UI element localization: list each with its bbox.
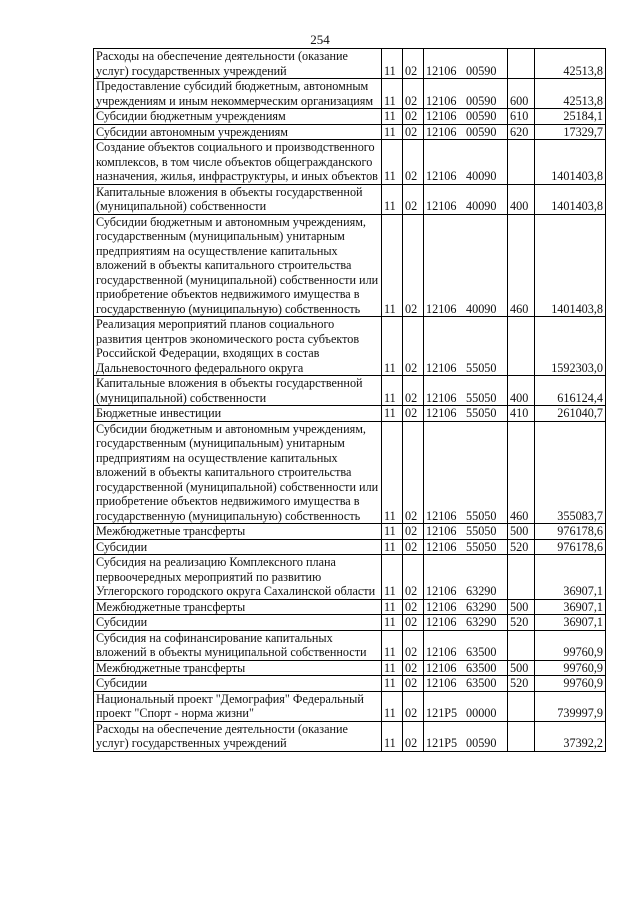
table-row bbox=[94, 421, 606, 524]
section-code-cell: 11 bbox=[382, 615, 403, 631]
expense-type-cell bbox=[508, 555, 535, 600]
amount-cell: 1401403,8 bbox=[535, 214, 606, 317]
target-article-direction-code: 40090 bbox=[466, 169, 497, 183]
section-code-cell: 11 bbox=[382, 676, 403, 692]
target-article-program-code: 121P5 bbox=[426, 736, 458, 750]
amount-cell: 99760,9 bbox=[535, 660, 606, 676]
target-article-direction-code: 00590 bbox=[466, 109, 497, 123]
expense-type-cell: 500 bbox=[508, 524, 535, 540]
table-row bbox=[94, 184, 606, 214]
amount-cell: 42513,8 bbox=[535, 49, 606, 79]
table-row bbox=[94, 599, 606, 615]
expense-type-cell: 400 bbox=[508, 376, 535, 406]
subsection-code-cell: 02 bbox=[403, 691, 424, 721]
expense-type-cell bbox=[508, 721, 535, 751]
section-code-cell: 11 bbox=[382, 214, 403, 317]
expense-type-cell bbox=[508, 317, 535, 376]
amount-cell: 976178,6 bbox=[535, 539, 606, 555]
section-code-cell: 11 bbox=[382, 376, 403, 406]
expense-name-cell: Субсидии bbox=[94, 539, 382, 555]
expense-name-cell: Предоставление субсидий бюджетным, автономным учреждениям и иным некоммерческим организациям bbox=[94, 79, 382, 109]
section-code-cell: 11 bbox=[382, 721, 403, 751]
target-article-program-code: 12106 bbox=[426, 109, 457, 123]
expense-type-cell: 410 bbox=[508, 406, 535, 422]
expense-name-cell: Расходы на обеспечение деятельности (оказание услуг) государственных учреждений bbox=[94, 721, 382, 751]
target-article-program-code: 12106 bbox=[426, 508, 457, 523]
target-article-program-code: 12106 bbox=[426, 301, 457, 316]
amount-cell: 99760,9 bbox=[535, 630, 606, 660]
table-row bbox=[94, 630, 606, 660]
expense-name-cell: Субсидии автономным учреждениям bbox=[94, 124, 382, 140]
expense-name-cell: Реализация мероприятий планов социального развития центров экономического роста субъектов Российской Федерации, входящих в состав Дальневосточного федерального округа bbox=[94, 317, 382, 376]
expense-type-cell: 620 bbox=[508, 124, 535, 140]
expense-name-cell: Межбюджетные трансферты bbox=[94, 524, 382, 540]
expense-type-cell: 520 bbox=[508, 615, 535, 631]
amount-cell: 261040,7 bbox=[535, 406, 606, 422]
target-article-direction-code: 63290 bbox=[466, 584, 497, 598]
section-code-cell: 11 bbox=[382, 630, 403, 660]
target-article-cell bbox=[424, 49, 508, 79]
section-code-cell: 11 bbox=[382, 317, 403, 376]
amount-cell: 17329,7 bbox=[535, 124, 606, 140]
target-article-cell bbox=[424, 524, 508, 540]
target-article-cell bbox=[424, 317, 508, 376]
section-code-cell: 11 bbox=[382, 599, 403, 615]
expense-type-cell: 400 bbox=[508, 184, 535, 214]
table-row bbox=[94, 691, 606, 721]
expense-type-cell bbox=[508, 140, 535, 185]
expense-name-cell: Бюджетные инвестиции bbox=[94, 406, 382, 422]
section-code-cell: 11 bbox=[382, 79, 403, 109]
section-code-cell: 11 bbox=[382, 109, 403, 125]
target-article-cell bbox=[424, 555, 508, 600]
budget-table bbox=[93, 48, 606, 752]
expense-type-cell bbox=[508, 691, 535, 721]
target-article-direction-code: 55050 bbox=[466, 390, 497, 405]
target-article-direction-code: 63290 bbox=[466, 599, 497, 614]
target-article-program-code: 12106 bbox=[426, 406, 457, 420]
target-article-cell bbox=[424, 691, 508, 721]
table-row bbox=[94, 660, 606, 676]
table-row bbox=[94, 49, 606, 79]
target-article-program-code: 12106 bbox=[426, 360, 457, 375]
target-article-cell bbox=[424, 676, 508, 692]
target-article-direction-code: 40090 bbox=[466, 199, 497, 213]
target-article-program-code: 12106 bbox=[426, 615, 457, 629]
expense-type-cell: 520 bbox=[508, 676, 535, 692]
section-code-cell: 11 bbox=[382, 555, 403, 600]
expense-name-cell: Межбюджетные трансферты bbox=[94, 599, 382, 615]
section-code-cell: 11 bbox=[382, 406, 403, 422]
target-article-program-code: 12106 bbox=[426, 169, 457, 183]
section-code-cell: 11 bbox=[382, 691, 403, 721]
table-row bbox=[94, 539, 606, 555]
amount-cell: 976178,6 bbox=[535, 524, 606, 540]
target-article-program-code: 12106 bbox=[426, 676, 457, 690]
subsection-code-cell: 02 bbox=[403, 721, 424, 751]
amount-cell: 25184,1 bbox=[535, 109, 606, 125]
subsection-code-cell: 02 bbox=[403, 49, 424, 79]
target-article-direction-code: 55050 bbox=[466, 539, 497, 554]
target-article-program-code: 12106 bbox=[426, 63, 457, 78]
expense-type-cell bbox=[508, 630, 535, 660]
target-article-direction-code: 00590 bbox=[466, 124, 497, 139]
section-code-cell: 11 bbox=[382, 49, 403, 79]
target-article-cell bbox=[424, 406, 508, 422]
target-article-cell bbox=[424, 184, 508, 214]
target-article-direction-code: 40090 bbox=[466, 301, 497, 316]
target-article-direction-code: 55050 bbox=[466, 406, 497, 420]
target-article-cell bbox=[424, 721, 508, 751]
target-article-cell bbox=[424, 660, 508, 676]
amount-cell: 36907,1 bbox=[535, 599, 606, 615]
target-article-direction-code: 00590 bbox=[466, 63, 497, 78]
expense-name-cell: Субсидия на реализацию Комплексного плана первоочередных мероприятий по развитию Углегорского городского округа Сахалинской области bbox=[94, 555, 382, 600]
target-article-direction-code: 63500 bbox=[466, 660, 497, 675]
table-row bbox=[94, 524, 606, 540]
expense-type-cell: 610 bbox=[508, 109, 535, 125]
subsection-code-cell: 02 bbox=[403, 630, 424, 660]
budget-table-body bbox=[94, 49, 606, 752]
amount-cell: 616124,4 bbox=[535, 376, 606, 406]
expense-name-cell: Субсидии бюджетным и автономным учреждениям, государственным (муниципальным) унитарным предприятиям на осуществление капитальных вложений в объекты капитального строительства государственной (муниципальной) собственности или приобретение объектов недвижимого имущества в государственную (муниципальную) собственность bbox=[94, 214, 382, 317]
expense-name-cell: Субсидии бюджетным и автономным учреждениям, государственным (муниципальным) унитарным предприятиям на осуществление капитальных вложений в объекты капитального строительства государственной (муниципальной) собственности или приобретение объектов недвижимого имущества в государственную (муниципальную) собственность bbox=[94, 421, 382, 524]
target-article-cell bbox=[424, 79, 508, 109]
target-article-direction-code: 55050 bbox=[466, 508, 497, 523]
subsection-code-cell: 02 bbox=[403, 539, 424, 555]
expense-name-cell: Капитальные вложения в объекты государственной (муниципальной) собственности bbox=[94, 376, 382, 406]
target-article-program-code: 12106 bbox=[426, 124, 457, 139]
target-article-cell bbox=[424, 599, 508, 615]
amount-cell: 355083,7 bbox=[535, 421, 606, 524]
target-article-cell bbox=[424, 109, 508, 125]
section-code-cell: 11 bbox=[382, 140, 403, 185]
table-row bbox=[94, 721, 606, 751]
target-article-cell bbox=[424, 630, 508, 660]
subsection-code-cell: 02 bbox=[403, 140, 424, 185]
expense-name-cell: Национальный проект "Демография" Федеральный проект "Спорт - норма жизни" bbox=[94, 691, 382, 721]
expense-name-cell: Расходы на обеспечение деятельности (оказание услуг) государственных учреждений bbox=[94, 49, 382, 79]
subsection-code-cell: 02 bbox=[403, 421, 424, 524]
expense-name-cell: Субсидии bbox=[94, 676, 382, 692]
target-article-cell bbox=[424, 124, 508, 140]
expense-name-cell: Создание объектов социального и производственного комплексов, в том числе объектов общегражданского назначения, жилья, инфраструктуры, и иных объектов bbox=[94, 140, 382, 185]
subsection-code-cell: 02 bbox=[403, 184, 424, 214]
expense-type-cell: 460 bbox=[508, 214, 535, 317]
expense-name-cell: Межбюджетные трансферты bbox=[94, 660, 382, 676]
expense-name-cell: Субсидии бюджетным учреждениям bbox=[94, 109, 382, 125]
target-article-cell bbox=[424, 421, 508, 524]
subsection-code-cell: 02 bbox=[403, 109, 424, 125]
table-row bbox=[94, 317, 606, 376]
subsection-code-cell: 02 bbox=[403, 124, 424, 140]
subsection-code-cell: 02 bbox=[403, 676, 424, 692]
table-row bbox=[94, 676, 606, 692]
target-article-direction-code: 00590 bbox=[466, 93, 497, 108]
amount-cell: 739997,9 bbox=[535, 691, 606, 721]
target-article-program-code: 121P5 bbox=[426, 706, 458, 720]
expense-type-cell bbox=[508, 49, 535, 79]
subsection-code-cell: 02 bbox=[403, 79, 424, 109]
subsection-code-cell: 02 bbox=[403, 214, 424, 317]
section-code-cell: 11 bbox=[382, 184, 403, 214]
target-article-direction-code: 00000 bbox=[466, 706, 497, 720]
subsection-code-cell: 02 bbox=[403, 555, 424, 600]
table-row bbox=[94, 615, 606, 631]
target-article-cell bbox=[424, 376, 508, 406]
expense-name-cell: Субсидия на софинансирование капитальных вложений в объекты муниципальной собственности bbox=[94, 630, 382, 660]
target-article-direction-code: 00590 bbox=[466, 736, 497, 750]
target-article-program-code: 12106 bbox=[426, 539, 457, 554]
expense-type-cell: 520 bbox=[508, 539, 535, 555]
amount-cell: 36907,1 bbox=[535, 615, 606, 631]
table-row bbox=[94, 79, 606, 109]
target-article-direction-code: 63290 bbox=[466, 615, 497, 629]
target-article-program-code: 12106 bbox=[426, 599, 457, 614]
amount-cell: 37392,2 bbox=[535, 721, 606, 751]
subsection-code-cell: 02 bbox=[403, 376, 424, 406]
section-code-cell: 11 bbox=[382, 421, 403, 524]
expense-type-cell: 500 bbox=[508, 599, 535, 615]
target-article-direction-code: 63500 bbox=[466, 645, 497, 659]
target-article-cell bbox=[424, 539, 508, 555]
section-code-cell: 11 bbox=[382, 524, 403, 540]
target-article-direction-code: 55050 bbox=[466, 524, 497, 538]
table-row bbox=[94, 140, 606, 185]
target-article-program-code: 12106 bbox=[426, 660, 457, 675]
table-row bbox=[94, 109, 606, 125]
amount-cell: 1592303,0 bbox=[535, 317, 606, 376]
subsection-code-cell: 02 bbox=[403, 599, 424, 615]
target-article-direction-code: 55050 bbox=[466, 360, 497, 375]
table-row bbox=[94, 214, 606, 317]
target-article-program-code: 12106 bbox=[426, 199, 457, 213]
target-article-program-code: 12106 bbox=[426, 584, 457, 598]
table-row bbox=[94, 555, 606, 600]
expense-type-cell: 500 bbox=[508, 660, 535, 676]
target-article-cell bbox=[424, 140, 508, 185]
amount-cell: 1401403,8 bbox=[535, 184, 606, 214]
expense-name-cell: Субсидии bbox=[94, 615, 382, 631]
subsection-code-cell: 02 bbox=[403, 524, 424, 540]
section-code-cell: 11 bbox=[382, 539, 403, 555]
amount-cell: 99760,9 bbox=[535, 676, 606, 692]
table-row bbox=[94, 124, 606, 140]
expense-type-cell: 600 bbox=[508, 79, 535, 109]
section-code-cell: 11 bbox=[382, 660, 403, 676]
target-article-cell bbox=[424, 214, 508, 317]
subsection-code-cell: 02 bbox=[403, 615, 424, 631]
target-article-program-code: 12106 bbox=[426, 524, 457, 538]
subsection-code-cell: 02 bbox=[403, 660, 424, 676]
table-row bbox=[94, 406, 606, 422]
page-number: 254 bbox=[310, 32, 330, 47]
target-article-program-code: 12106 bbox=[426, 645, 457, 659]
subsection-code-cell: 02 bbox=[403, 317, 424, 376]
section-code-cell: 11 bbox=[382, 124, 403, 140]
amount-cell: 1401403,8 bbox=[535, 140, 606, 185]
target-article-program-code: 12106 bbox=[426, 93, 457, 108]
target-article-cell bbox=[424, 615, 508, 631]
target-article-program-code: 12106 bbox=[426, 390, 457, 405]
expense-type-cell: 460 bbox=[508, 421, 535, 524]
table-row bbox=[94, 376, 606, 406]
amount-cell: 42513,8 bbox=[535, 79, 606, 109]
subsection-code-cell: 02 bbox=[403, 406, 424, 422]
target-article-direction-code: 63500 bbox=[466, 676, 497, 690]
expense-name-cell: Капитальные вложения в объекты государственной (муниципальной) собственности bbox=[94, 184, 382, 214]
amount-cell: 36907,1 bbox=[535, 555, 606, 600]
